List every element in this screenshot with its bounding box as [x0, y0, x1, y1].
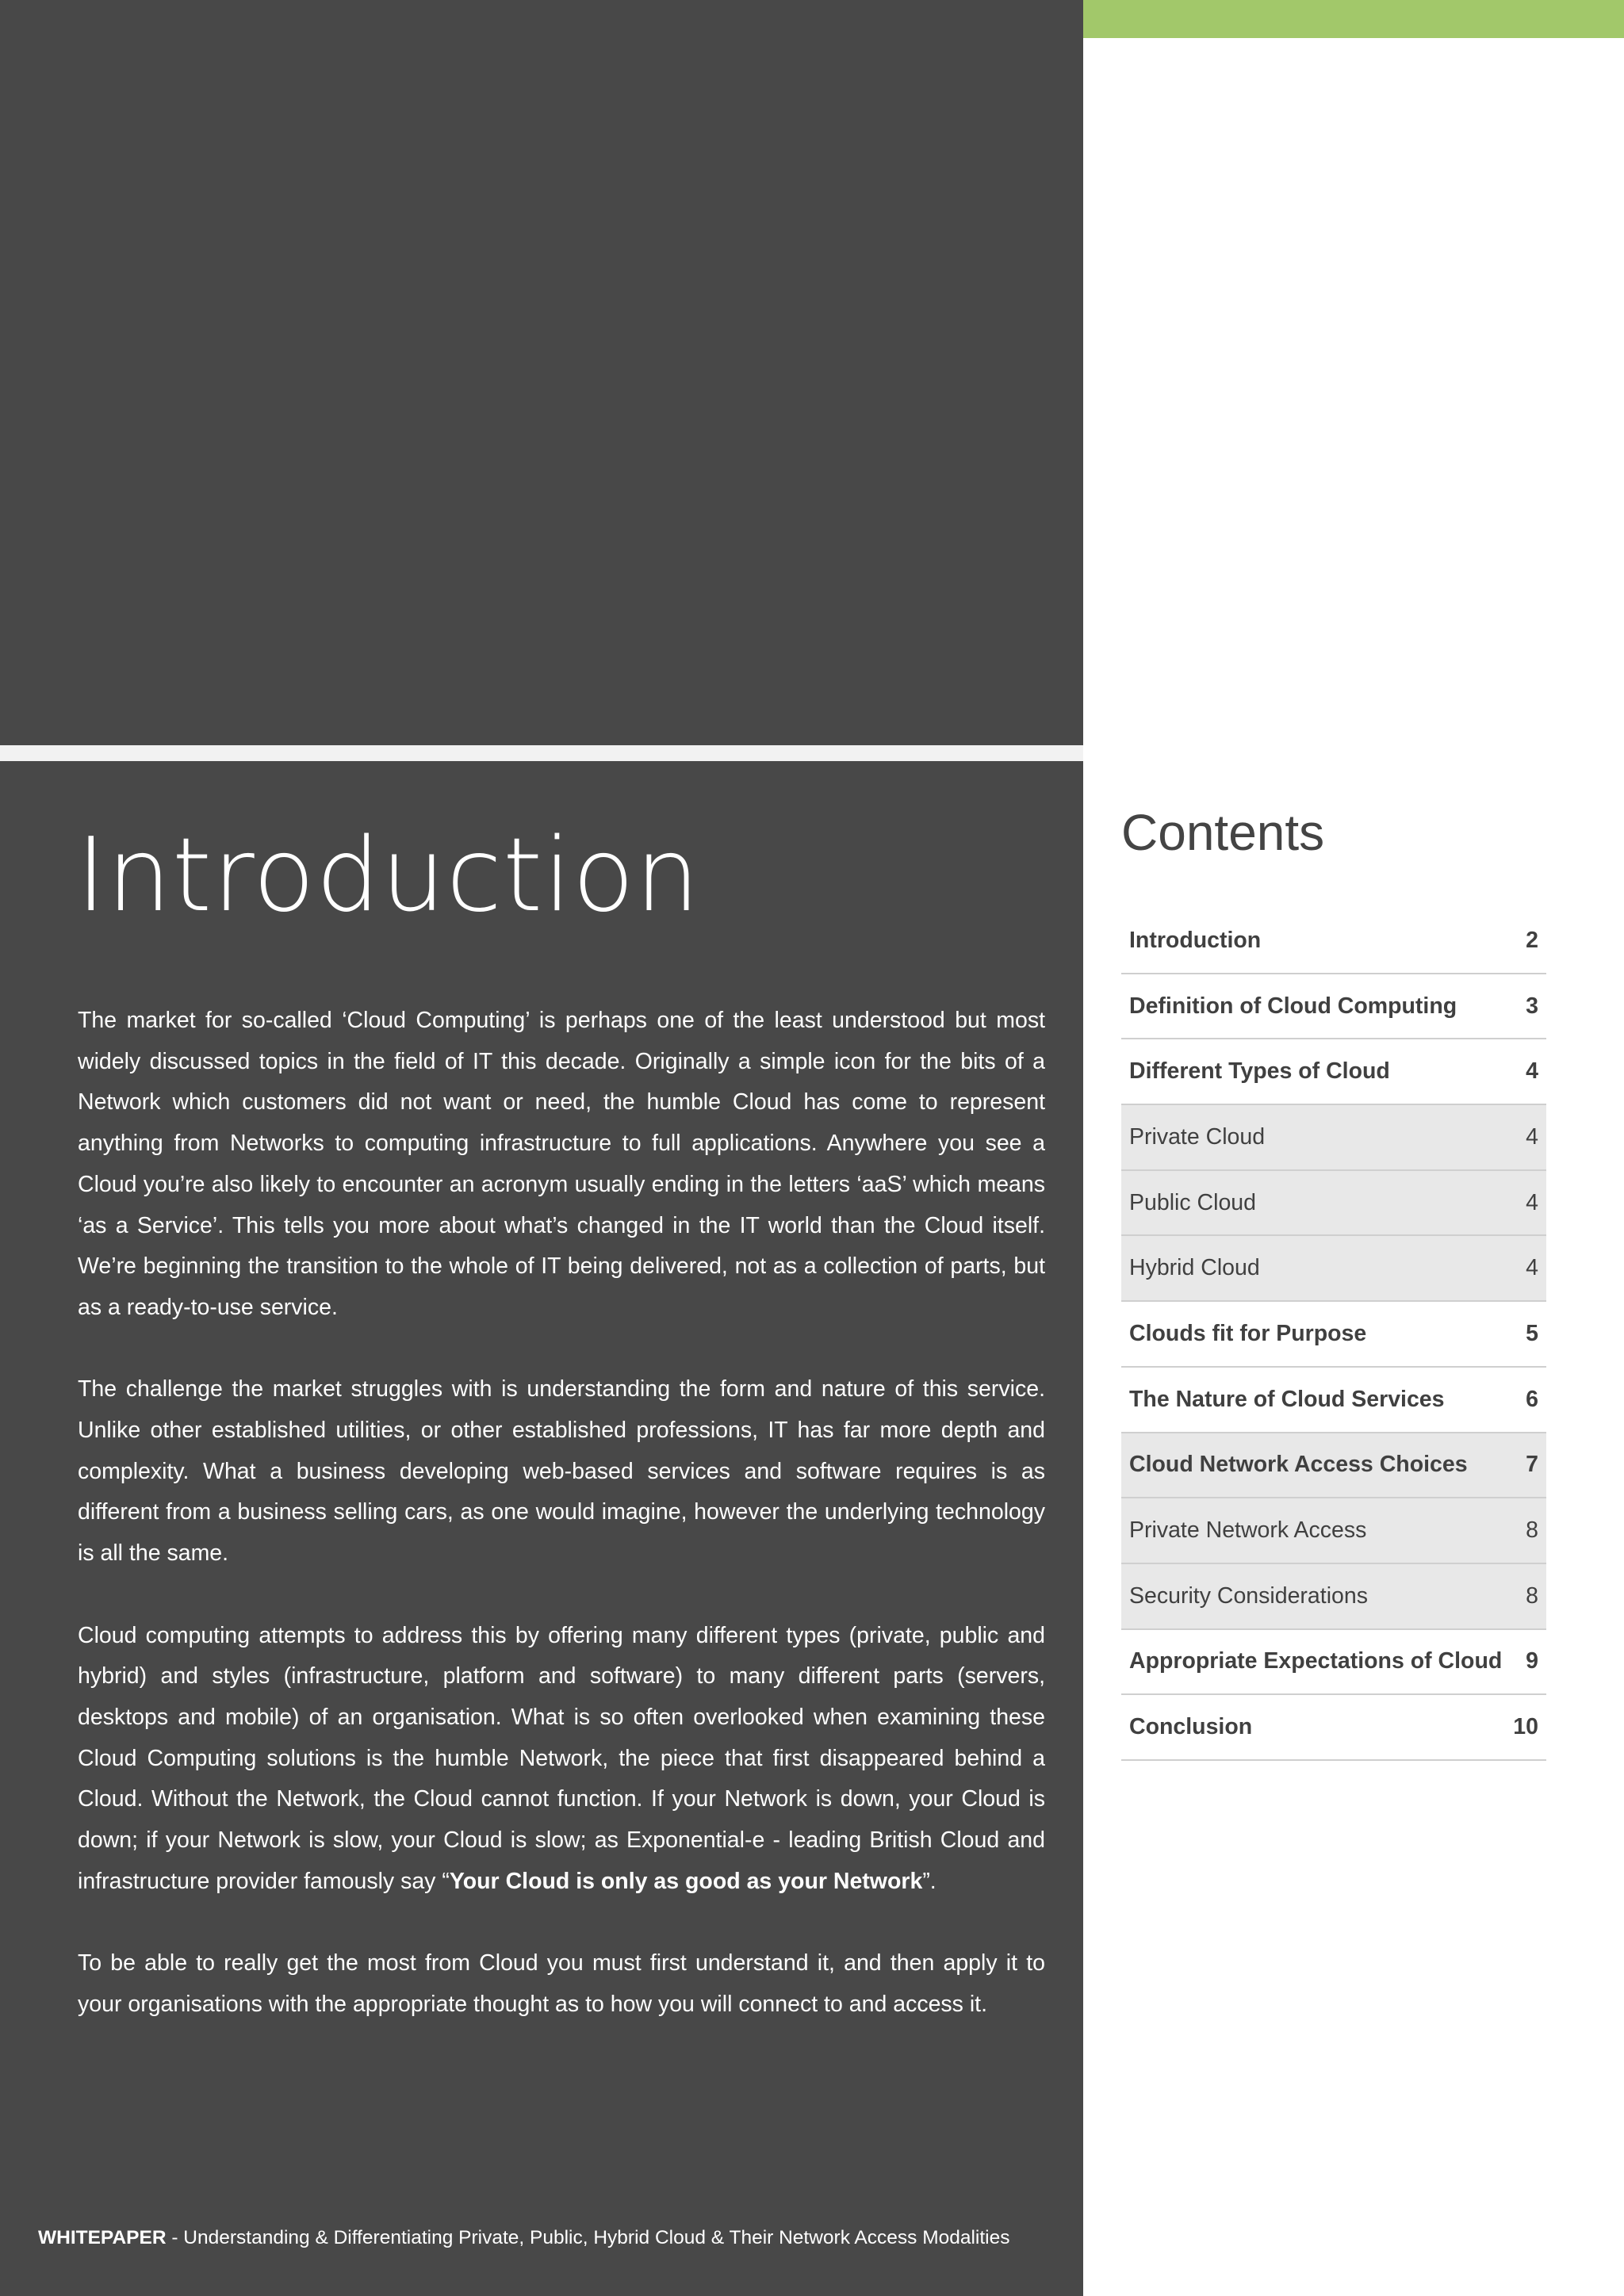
accent-bar: [1083, 0, 1624, 38]
toc-page-number: 6: [1526, 1386, 1538, 1412]
toc-entry[interactable]: [1121, 1171, 1546, 1237]
toc-page-number: 5: [1526, 1320, 1538, 1346]
toc-entry-label: Different Types of Cloud: [1129, 1058, 1390, 1085]
toc-entry[interactable]: [1121, 1630, 1546, 1696]
toc-entry-label: Cloud Network Access Choices: [1129, 1452, 1468, 1478]
toc-page-number: 9: [1526, 1648, 1538, 1674]
introduction-paragraph: [78, 1616, 1045, 1903]
toc-entry[interactable]: [1121, 1236, 1546, 1302]
introduction-paragraph: [78, 1943, 1045, 2025]
introduction-paragraph: [78, 1369, 1045, 1575]
footer: [38, 2226, 1010, 2250]
toc-entry[interactable]: [1121, 1302, 1546, 1368]
footer-title: - Understanding & Differentiating Private, Public, Hybrid Cloud & Their Network Access Modalities: [166, 2227, 1010, 2248]
paragraph-text: To be able to really get the most from Cloud you must first understand it, and then apply it to your organisations with the appropriate thought as to how you will connect to and access it.: [78, 1950, 1045, 2017]
introduction-heading: Introduction: [76, 817, 701, 935]
toc-page-number: 4: [1526, 1123, 1538, 1150]
toc-entry-label: Private Cloud: [1129, 1123, 1266, 1150]
divider-strip: [0, 745, 1083, 761]
toc-page-number: 8: [1526, 1517, 1538, 1544]
toc-entry[interactable]: [1121, 1695, 1546, 1761]
toc-entry-label: Definition of Cloud Computing: [1129, 993, 1457, 1019]
toc-entry-label: Security Considerations: [1129, 1582, 1368, 1609]
introduction-body: [78, 1001, 1045, 2066]
cover-image-area: [0, 0, 1083, 745]
table-of-contents: [1121, 909, 1546, 1761]
toc-page-number: 4: [1526, 1058, 1538, 1085]
toc-entry-label: The Nature of Cloud Services: [1129, 1386, 1445, 1412]
toc-entry-label: Public Cloud: [1129, 1189, 1257, 1215]
toc-page-number: 4: [1526, 1189, 1538, 1215]
footer-label: WHITEPAPER: [38, 2227, 167, 2248]
toc-page-number: 3: [1526, 993, 1538, 1019]
toc-entry-label: Hybrid Cloud: [1129, 1255, 1260, 1281]
introduction-paragraph: [78, 1001, 1045, 1329]
toc-page-number: 4: [1526, 1255, 1538, 1281]
contents-heading: Contents: [1121, 804, 1325, 861]
toc-entry[interactable]: [1121, 974, 1546, 1040]
toc-page-number: 2: [1526, 927, 1538, 953]
toc-entry[interactable]: [1121, 1433, 1546, 1499]
toc-entry-label: Clouds fit for Purpose: [1129, 1320, 1367, 1346]
toc-page-number: 8: [1526, 1582, 1538, 1609]
toc-entry[interactable]: [1121, 1368, 1546, 1433]
toc-page-number: 7: [1526, 1452, 1538, 1478]
toc-entry-label: Conclusion: [1129, 1714, 1253, 1740]
toc-entry[interactable]: [1121, 1498, 1546, 1564]
toc-entry[interactable]: [1121, 1105, 1546, 1171]
paragraph-text: The challenge the market struggles with is understanding the form and nature of this service. Unlike other established utilities, or other established professions, IT has far more depth and complexity. What a business developing web-based services and software requires is as different from a business selling cars, as one would imagine, however the underlying technology is all the same.: [78, 1376, 1045, 1567]
toc-entry[interactable]: [1121, 1564, 1546, 1630]
toc-entry[interactable]: [1121, 1039, 1546, 1105]
toc-entry[interactable]: [1121, 909, 1546, 974]
emphasis-text: Your Cloud is only as good as your Network: [449, 1868, 923, 1894]
paragraph-text: ”.: [922, 1868, 936, 1894]
paragraph-text: The market for so-called ‘Cloud Computing’ is perhaps one of the least understood but most widely discussed topics in the field of IT this decade. Originally a simple icon for the bits of a Network which customers did not want or need, the humble Cloud has come to represent anything from Networks to computing infrastructure to full applications. Anywhere you see a Cloud you’re also likely to encounter an acronym usually ending in the letters ‘aaS’ which means ‘as a Service’. This tells you more about what’s changed in the IT world than the Cloud itself. We’re beginning the transition to the whole of IT being delivered, not as a collection of parts, but as a ready-to-use service.: [78, 1008, 1045, 1320]
toc-entry-label: Introduction: [1129, 927, 1262, 953]
toc-page-number: 10: [1513, 1714, 1538, 1740]
paragraph-text: Cloud computing attempts to address this by offering many different types (private, public and hybrid) and styles (infrastructure, platform and software) to many different parts (servers, desktops and mobile) of an organisation. What is so often overlooked when examining these Cloud Computing solutions is the humble Network, the piece that first disappeared behind a Cloud. Without the Network, the Cloud cannot function. If your Network is down, your Cloud is down; if your Network is slow, your Cloud is slow; as Exponential-e - leading British Cloud and infrastructure provider famously say “: [78, 1622, 1045, 1894]
toc-entry-label: Private Network Access: [1129, 1517, 1367, 1544]
toc-entry-label: Appropriate Expectations of Cloud: [1129, 1648, 1503, 1674]
